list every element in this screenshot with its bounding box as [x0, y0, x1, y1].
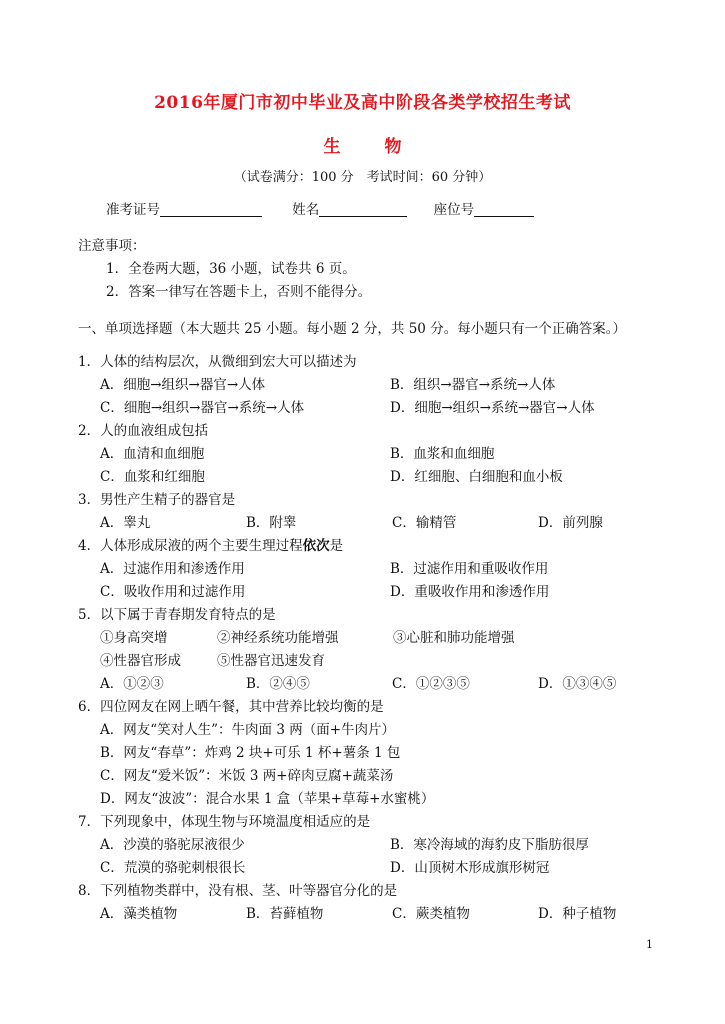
option: A．沙漠的骆驼尿液很少	[100, 837, 245, 853]
section-heading: 一、单项选择题（本大题共 25 小题。每小题 2 分，共 50 分。每小题只有一个正确答案。）	[78, 321, 626, 337]
option: D．山顶树木形成旗形树冠	[390, 860, 550, 876]
option: A．细胞→组织→器官→人体	[100, 377, 266, 393]
option: D．种子植物	[538, 906, 617, 922]
option: A．过滤作用和渗透作用	[100, 561, 245, 577]
stem-text: 是	[329, 538, 344, 554]
option: C．细胞→组织→器官→系统→人体	[100, 400, 305, 416]
subject-heading	[0, 132, 725, 157]
option: A．网友“笑对人生”：牛肉面 3 两（面+牛肉片）	[100, 722, 396, 738]
notes-block	[78, 235, 371, 304]
question-stem: 2．人的血液组成包括	[78, 423, 209, 439]
emphasis-text: 依次	[302, 538, 330, 554]
option: D．细胞→组织→系统→器官→人体	[390, 400, 595, 416]
name-blank	[319, 202, 407, 217]
option: B．寒冷海域的海豹皮下脂肪很厚	[390, 837, 589, 853]
name-label: 姓名	[292, 202, 320, 218]
page-number: 1	[646, 938, 653, 951]
option: B．组织→器官→系统→人体	[390, 377, 556, 393]
exam-info: （试卷满分：100 分 考试时间：60 分钟）	[233, 170, 492, 185]
option: D．前列腺	[538, 515, 603, 531]
question-stem: 5．以下属于青春期发育特点的是	[78, 607, 276, 623]
option: C．荒漠的骆驼刺根很长	[100, 860, 246, 876]
stem-text: 4．人体形成尿液的两个主要生理过程	[78, 538, 303, 554]
option: A．血清和血细胞	[100, 446, 205, 462]
option: C．蕨类植物	[392, 906, 470, 922]
candidate-info	[106, 198, 558, 218]
option: C．血浆和红细胞	[100, 469, 205, 485]
statement: ③心脏和肺功能增强	[393, 630, 515, 646]
option: A．睾丸	[100, 515, 151, 531]
option: B．血浆和血细胞	[390, 446, 495, 462]
exam-title: 2016年厦门市初中毕业及高中阶段各类学校招生考试	[154, 93, 571, 113]
notes-heading: 注意事项：	[78, 238, 146, 254]
option: D．红细胞、白细胞和血小板	[390, 469, 563, 485]
statement: ④性器官形成	[100, 653, 181, 669]
question-stem: 6．四位网友在网上晒午餐，其中营养比较均衡的是	[78, 699, 384, 715]
option: A．藻类植物	[100, 906, 178, 922]
option: B．附睾	[246, 515, 297, 531]
option: B．过滤作用和重吸收作用	[390, 561, 549, 577]
option: C．网友“爱米饭”：米饭 3 两+碎肉豆腐+蔬菜汤	[100, 768, 394, 784]
option: B．网友“春草”：炸鸡 2 块+可乐 1 杯+薯条 1 包	[100, 745, 401, 761]
question-stem: 1．人体的结构层次，从微细到宏大可以描述为	[78, 354, 357, 370]
seat-blank	[474, 202, 534, 217]
option: B．苔藓植物	[246, 906, 324, 922]
exam-no-blank	[160, 202, 262, 217]
note-item: 1．全卷两大题，36 小题，试卷共 6 页。	[106, 261, 356, 277]
question-stem	[78, 535, 638, 558]
option: D．①③④⑤	[538, 676, 617, 692]
seat-label: 座位号	[433, 202, 475, 218]
subject-char-2: 物	[384, 137, 402, 157]
option: C．输精管	[392, 515, 457, 531]
statement: ②神经系统功能增强	[217, 630, 339, 646]
option: C．①②③⑤	[392, 676, 470, 692]
statement: ⑤性器官迅速发育	[217, 653, 325, 669]
option: B．②④⑤	[246, 676, 310, 692]
question-stem: 8．下列植物类群中，没有根、茎、叶等器官分化的是	[78, 883, 398, 899]
option: D．网友“波波”：混合水果 1 盒（苹果+草莓+水蜜桃）	[100, 791, 435, 807]
exam-no-label: 准考证号	[106, 202, 160, 218]
option: D．重吸收作用和渗透作用	[390, 584, 550, 600]
question-list	[78, 351, 638, 926]
note-item: 2．答案一律写在答题卡上，否则不能得分。	[106, 284, 372, 300]
option: A．①②③	[100, 676, 164, 692]
question-stem: 3．男性产生精子的器官是	[78, 492, 236, 508]
question-stem: 7．下列现象中，体现生物与环境温度相适应的是	[78, 814, 371, 830]
option: C．吸收作用和过滤作用	[100, 584, 246, 600]
statement: ①身高突增	[100, 630, 168, 646]
subject-char-1: 生	[323, 137, 341, 157]
